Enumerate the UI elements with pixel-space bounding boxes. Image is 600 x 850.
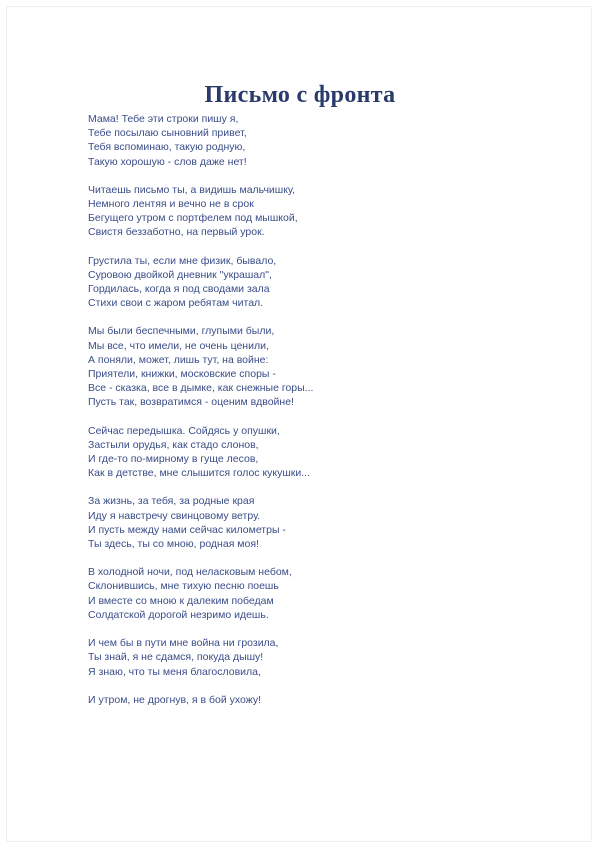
poem-line: И пусть между нами сейчас километры - [88,523,286,536]
poem-line: Сейчас передышка. Сойдясь у опушки, [88,424,280,437]
poem-line: А поняли, может, лишь тут, на войне: [88,353,269,366]
stanza [88,565,548,622]
poem-line: За жизнь, за тебя, за родные края [88,495,255,508]
stanza [88,112,548,169]
poem-line: Такую хорошую - слов даже нет! [88,155,247,168]
poem-line: Гордилась, когда я под сводами зала [88,283,270,296]
poem-line: Застыли орудья, как стадо слонов, [88,438,259,451]
poem-line: Ты знай, я не сдамся, покуда дышу! [88,651,264,664]
poem-line: Немного лентяя и вечно не в срок [88,198,254,211]
stanza [88,254,548,311]
stanza [88,424,548,481]
poem-line: Солдатской дорогой незримо идешь. [88,608,269,621]
poem-line: Склонившись, мне тихую песню поешь [88,580,279,593]
stanza [88,183,548,240]
stanza [88,324,548,409]
poem-line: Свистя беззаботно, на первый урок. [88,226,265,239]
poem-line: Мама! Тебе эти строки пишу я, [88,113,239,125]
poem-line: Иду я навстречу свинцовому ветру. [88,509,261,522]
stanza [88,636,548,679]
poem-line: И где-то по-мирному в гуще лесов, [88,453,259,466]
poem-body [88,112,548,721]
poem-line: Суровою двойкой дневник "украшал", [88,268,272,281]
poem-line: Все - сказка, все в дымке, как снежные горы... [88,382,314,395]
poem-line: Мы были беспечными, глупыми были, [88,325,275,338]
stanza [88,494,548,551]
poem-line: Стихи свои с жаром ребятам читал. [88,297,264,310]
poem-line: В холодной ночи, под неласковым небом, [88,566,292,579]
poem-line: Приятели, книжки, московские споры - [88,368,276,381]
poem-line: Читаешь письмо ты, а видишь мальчишку, [88,183,296,196]
poem-line: Пусть так, возвратимся - оценим вдвойне! [88,396,294,409]
poem-line: И чем бы в пути мне война ни грозила, [88,637,279,650]
poem-line: Тебя вспоминаю, такую родную, [88,141,246,154]
poem-line: Ты здесь, ты со мною, родная моя! [88,538,259,551]
poem-line: Как в детстве, мне слышится голос кукушки... [88,467,311,480]
poem-title: Письмо с фронта [204,82,396,108]
poem-line: И утром, не дрогнув, я в бой ухожу! [88,693,262,706]
stanza [88,693,548,707]
poem-line: И вместе со мною к далеким победам [88,594,274,607]
poem-line: Грустила ты, если мне физик, бывало, [88,254,277,267]
poem-line: Мы все, что имели, не очень ценили, [88,339,269,352]
poem-line: Бегущего утром с портфелем под мышкой, [88,212,298,225]
poem-line: Тебе посылаю сыновний привет, [88,127,247,140]
poem-line: Я знаю, что ты меня благословила, [88,665,261,678]
